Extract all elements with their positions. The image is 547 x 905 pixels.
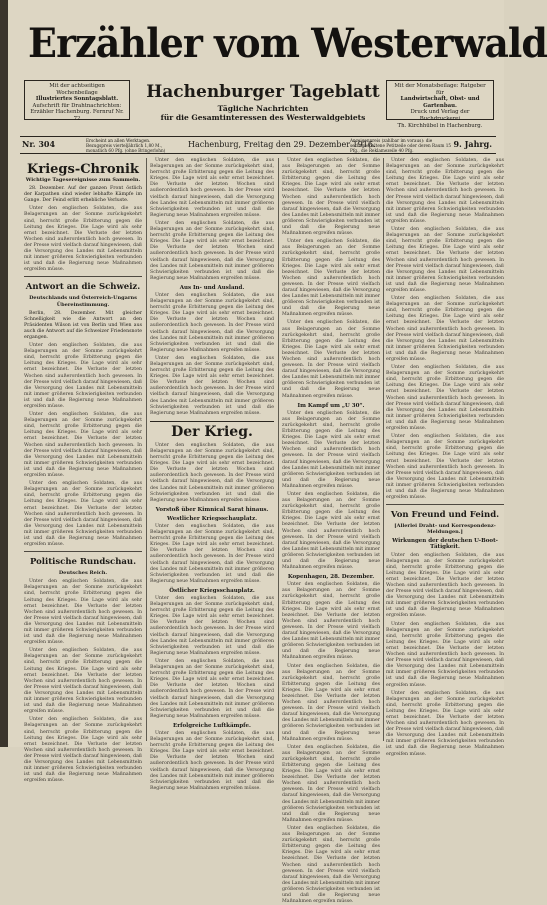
subtitle-line-2: für die Gesamtinteressen des Westerwaldgebiets [160, 113, 366, 122]
subscription-info-box [24, 80, 130, 120]
info-line: Th. Kirchhübel in Hachenburg. [397, 122, 483, 129]
article-paragraph: Unter den englischen Soldaten, die aus Belagerungen an der Somme zurückgekehrt sind, herrscht große Erbitterung gegen die Leitung des Krieges. Die Lage wird als sehr ernst bezeichnet. Die Verluste der letzten Wochen sind außerordentlich hoch gewesen. In der Presse wird vielfach darauf hingewiesen, daß die Versorgung des Landes mit Lebensmitteln mit immer größeren Schwierigkeiten verbunden ist und daß die Regierung neue Maßnahmen ergreifen müsse. [282, 663, 380, 742]
subtitle-line-1: Tägliche Nachrichten [217, 104, 309, 113]
politics-heading: Politische Rundschau. [29, 557, 137, 568]
issue-number: Nr. 304 [22, 139, 56, 149]
info-line: Aufschrift für Drahtnachrichten: [32, 102, 122, 109]
article-paragraph: Unter den englischen Soldaten, die aus Belagerungen an der Somme zurückgekehrt sind, herrscht große Erbitterung gegen die Leitung des Krieges. Die Lage wird als sehr ernst bezeichnet. Die Verluste der letzten Wochen sind außerordentlich hoch gewesen. In der Presse wird vielfach darauf hingewiesen, daß die Versorgung des Landes mit Lebensmitteln mit immer größeren Schwierigkeiten verbunden ist und daß die Regierung neue Maßnahmen ergreifen müsse. [150, 442, 274, 503]
copenhagen-dateline: Kopenhagen, 28. Dezember. [287, 574, 375, 581]
article-paragraph: Unter den englischen Soldaten, die aus Belagerungen an der Somme zurückgekehrt sind, herrscht große Erbitterung gegen die Leitung des Krieges. Die Lage wird als sehr ernst bezeichnet. Die Verluste der letzten Wochen sind außerordentlich hoch gewesen. In der Presse wird vielfach darauf hingewiesen, daß die Versorgung des Landes mit Lebensmitteln mit immer größeren Schwierigkeiten verbunden ist und daß die Regierung neue Maßnahmen ergreifen müsse. [282, 410, 380, 489]
info-line: Mit der Monatsbeilage: Ratgeber für [394, 83, 486, 96]
divider [24, 276, 142, 277]
article-paragraph: Unter den englischen Soldaten, die aus Belagerungen an der Somme zurückgekehrt sind, herrscht große Erbitterung gegen die Leitung des Krieges. Die Lage wird als sehr ernst bezeichnet. Die Verluste der letzten Wochen sind außerordentlich hoch gewesen. In der Presse wird vielfach darauf hingewiesen, daß die Versorgung des Landes mit Lebensmitteln mit immer größeren Schwierigkeiten verbunden ist und daß die Regierung neue Maßnahmen ergreifen müsse. [386, 621, 504, 688]
subtitle-title: Hachenburger Tageblatt [146, 82, 380, 102]
article-paragraph: Unter den englischen Soldaten, die aus Belagerungen an der Somme zurückgekehrt sind, herrscht große Erbitterung gegen die Leitung des Krieges. Die Lage wird als sehr ernst bezeichnet. Die Verluste der letzten Wochen sind außerordentlich hoch gewesen. In der Presse wird vielfach darauf hingewiesen, daß die Versorgung des Landes mit Lebensmitteln mit immer größeren Schwierigkeiten verbunden ist und daß die Regierung neue Maßnahmen ergreifen müsse. [386, 552, 504, 619]
article-paragraph: Unter den englischen Soldaten, die aus Belagerungen an der Somme zurückgekehrt sind, herrscht große Erbitterung gegen die Leitung des Krieges. Die Lage wird als sehr ernst bezeichnet. Die Verluste der letzten Wochen sind außerordentlich hoch gewesen. In der Presse wird vielfach darauf hingewiesen, daß die Versorgung des Landes mit Lebensmitteln mit immer größeren Schwierigkeiten verbunden ist und daß die Regierung neue Maßnahmen ergreifen müsse. [150, 730, 274, 791]
article-paragraph: Unter den englischen Soldaten, die aus Belagerungen an der Somme zurückgekehrt sind, herrscht große Erbitterung gegen die Leitung des Krieges. Die Lage wird als sehr ernst bezeichnet. Die Verluste der letzten Wochen sind außerordentlich hoch gewesen. In der Presse wird vielfach darauf hingewiesen, daß die Versorgung des Landes mit Lebensmitteln mit immer größeren Schwierigkeiten verbunden ist und daß die Regierung neue Maßnahmen ergreifen müsse. [386, 158, 504, 224]
article-paragraph: Unter den englischen Soldaten, die aus Belagerungen an der Somme zurückgekehrt sind, herrscht große Erbitterung gegen die Leitung des Krieges. Die Lage wird als sehr ernst bezeichnet. Die Verluste der letzten Wochen sind außerordentlich hoch gewesen. In der Presse wird vielfach darauf hingewiesen, daß die Versorgung des Landes mit Lebensmitteln mit immer größeren Schwierigkeiten verbunden ist und daß die Regierung neue Maßnahmen ergreifen müsse. [24, 717, 142, 784]
air-combat-heading: Erfolgreiche Luftkämpfe. [173, 722, 251, 729]
column-2 [150, 158, 274, 791]
u30-heading: Im Kampf um „U 30“. [297, 402, 365, 409]
column-rule [146, 158, 147, 741]
article-paragraph: Unter den englischen Soldaten, die aus Belagerungen an der Somme zurückgekehrt sind, herrscht große Erbitterung gegen die Leitung des Krieges. Die Lage wird als sehr ernst bezeichnet. Die Verluste der letzten Wochen sind außerordentlich hoch gewesen. In der Presse wird vielfach darauf hingewiesen, daß die Versorgung des Landes mit Lebensmitteln mit immer größeren Schwierigkeiten verbunden ist und daß die Regierung neue Maßnahmen ergreifen müsse. [282, 582, 380, 661]
politics-subheading: Deutsches Reich. [58, 570, 108, 577]
article-paragraph: Unter den englischen Soldaten, die aus Belagerungen an der Somme zurückgekehrt sind, herrscht große Erbitterung gegen die Leitung des Krieges. Die Lage wird als sehr ernst bezeichnet. Die Verluste der letzten Wochen sind außerordentlich hoch gewesen. In der Presse wird vielfach darauf hingewiesen, daß die Versorgung des Landes mit Lebensmitteln mit immer größeren Schwierigkeiten verbunden ist und daß die Regierung neue Maßnahmen ergreifen müsse. [24, 648, 142, 715]
article-paragraph: Unter den englischen Soldaten, die aus Belagerungen an der Somme zurückgekehrt sind, herrscht große Erbitterung gegen die Leitung des Krieges. Die Lage wird als sehr ernst bezeichnet. Die Verluste der letzten Wochen sind außerordentlich hoch gewesen. In der Presse wird vielfach darauf hingewiesen, daß die Versorgung des Landes mit Lebensmitteln mit immer größeren Schwierigkeiten verbunden ist und daß die Regierung neue Maßnahmen ergreifen müsse. [150, 596, 274, 656]
switzerland-subheading: Deutschlands und Österreich-Ungarns Übereinstimmung. [29, 295, 137, 308]
friend-foe-subheading: [Allerlei Draht- und Korrespondenz-Meldungen.] [394, 523, 496, 536]
article-paragraph: Unter den englischen Soldaten, die aus Belagerungen an der Somme zurückgekehrt sind, herrscht große Erbitterung gegen die Leitung des Krieges. Die Lage wird als sehr ernst bezeichnet. Die Verluste der letzten Wochen sind außerordentlich hoch gewesen. In der Presse wird vielfach darauf hingewiesen, daß die Versorgung des Landes mit Lebensmitteln mit immer größeren Schwierigkeiten verbunden ist und daß die Regierung neue Maßnahmen ergreifen müsse. [150, 658, 274, 719]
article-paragraph: Unter den englischen Soldaten, die aus Belagerungen an der Somme zurückgekehrt sind, herrscht große Erbitterung gegen die Leitung des Krieges. Die Lage wird als sehr ernst bezeichnet. Die Verluste der letzten Wochen sind außerordentlich hoch gewesen. In der Presse wird vielfach darauf hingewiesen, daß die Versorgung des Landes mit Lebensmitteln mit immer größeren Schwierigkeiten verbunden ist und daß die Regierung neue Maßnahmen ergreifen müsse. [24, 343, 142, 409]
article-paragraph: Unter den englischen Soldaten, die aus Belagerungen an der Somme zurückgekehrt sind, herrscht große Erbitterung gegen die Leitung des Krieges. Die Lage wird als sehr ernst bezeichnet. Die Verluste der letzten Wochen sind außerordentlich hoch gewesen. In der Presse wird vielfach darauf hingewiesen, daß die Versorgung des Landes mit Lebensmitteln mit immer größeren Schwierigkeiten verbunden ist und daß die Regierung neue Maßnahmen ergreifen müsse. [386, 690, 504, 757]
friend-foe-heading: Von Freund und Feind. [390, 510, 500, 521]
article-paragraph: Unter den englischen Soldaten, die aus Belagerungen an der Somme zurückgekehrt sind, herrscht große Erbitterung gegen die Leitung des Krieges. Die Lage wird als sehr ernst bezeichnet. Die Verluste der letzten Wochen sind außerordentlich hoch gewesen. In der Presse wird vielfach darauf hingewiesen, daß die Versorgung des Landes mit Lebensmitteln mit immer größeren Schwierigkeiten verbunden ist und daß die Regierung neue Maßnahmen ergreifen müsse. [386, 296, 504, 362]
uboat-effects-heading: Wirkungen der deutschen U-Boot-Tätigkeit. [392, 538, 498, 551]
subscription-price: Erscheint an allen Werktagen. Bezugspreis vierteljährlich 1,80 M., monatlich 60 Pfg. (ohne Bringerlohn) [86, 138, 166, 153]
article-paragraph: Unter den englischen Soldaten, die aus Belagerungen an der Somme zurückgekehrt sind, herrscht große Erbitterung gegen die Leitung des Krieges. Die Lage wird als sehr ernst bezeichnet. Die Verluste der letzten Wochen sind außerordentlich hoch gewesen. In der Presse wird vielfach darauf hingewiesen, daß die Versorgung des Landes mit Lebensmitteln mit immer größeren Schwierigkeiten verbunden ist und daß die Regierung neue Maßnahmen ergreifen müsse. [282, 239, 380, 318]
article-paragraph: Unter den englischen Soldaten, die aus Belagerungen an der Somme zurückgekehrt sind, herrscht große Erbitterung gegen die Leitung des Krieges. Die Lage wird als sehr ernst bezeichnet. Die Verluste der letzten Wochen sind außerordentlich hoch gewesen. In der Presse wird vielfach darauf hingewiesen, daß die Versorgung des Landes mit Lebensmitteln mit immer größeren Schwierigkeiten verbunden ist und daß die Regierung neue Maßnahmen ergreifen müsse. [150, 292, 274, 353]
western-front-heading: Westlicher Kriegsschauplatz. [167, 515, 257, 522]
war-heading: Der Krieg. [150, 421, 274, 441]
article-paragraph: Berlin, 28. Dezember. Mit gleicher Schnelligkeit wie die Antwort an den Präsidenten Wilson ist von Berlin und Wien aus auch die Antwort auf die Schweizer Friedensnote ergangen. [24, 310, 142, 340]
domestic-foreign-heading: Aus In- und Ausland. [179, 284, 245, 291]
eastern-front-heading: Östlicher Kriegsschauplatz. [169, 587, 255, 594]
article-paragraph: 28. Dezember. Auf der ganzen Front östlich der Karpathen sind wieder lebhafte Kämpfe im Gange. Der Feind erlitt erhebliche Verluste. [24, 186, 142, 204]
issue-date: Hachenburg, Freitag den 29. Dezember 1916. [188, 140, 376, 149]
article-paragraph: Unter den englischen Soldaten, die aus Belagerungen an der Somme zurückgekehrt sind, herrscht große Erbitterung gegen die Leitung des Krieges. Die Lage wird als sehr ernst bezeichnet. Die Verluste der letzten Wochen sind außerordentlich hoch gewesen. In der Presse wird vielfach darauf hingewiesen, daß die Versorgung des Landes mit Lebensmitteln mit immer größeren Schwierigkeiten verbunden ist und daß die Regierung neue Maßnahmen ergreifen müsse. [386, 365, 504, 432]
ad-price: Anzeigenpreis (zahlbar im voraus): die sechsgespaltene Petitzeile oder deren Raum 15 Pfg., die Reklamezeile 40 Pfg. [350, 138, 452, 153]
article-paragraph: Unter den englischen Soldaten, die aus Belagerungen an der Somme zurückgekehrt sind, herrscht große Erbitterung gegen die Leitung des Krieges. Die Lage wird als sehr ernst bezeichnet. Die Verluste der letzten Wochen sind außerordentlich hoch gewesen. In der Presse wird vielfach darauf hingewiesen, daß die Versorgung des Landes mit Lebensmitteln mit immer größeren Schwierigkeiten verbunden ist und daß die Regierung neue Maßnahmen ergreifen müsse. [282, 158, 380, 237]
advance-heading: Vorstoß über Kimnical Sarat hinaus. [155, 506, 269, 513]
article-paragraph: Unter den englischen Soldaten, die aus Belagerungen an der Somme zurückgekehrt sind, herrscht große Erbitterung gegen die Leitung des Krieges. Die Lage wird als sehr ernst bezeichnet. Die Verluste der letzten Wochen sind außerordentlich hoch gewesen. In der Presse wird vielfach darauf hingewiesen, daß die Versorgung des Landes mit Lebensmitteln mit immer größeren Schwierigkeiten verbunden ist und daß die Regierung neue Maßnahmen ergreifen müsse. [282, 825, 380, 905]
info-line: Mit der achtseitigen Wochenbeilage [49, 83, 105, 96]
dateline-bar [20, 136, 496, 154]
info-line: Druck und Verlag der Buchdruckerei [410, 109, 470, 122]
divider [24, 551, 142, 552]
column-rule [383, 158, 384, 741]
column-3 [282, 158, 380, 905]
article-paragraph: Unter den englischen Soldaten, die aus Belagerungen an der Somme zurückgekehrt sind, herrscht große Erbitterung gegen die Leitung des Krieges. Die Lage wird als sehr ernst bezeichnet. Die Verluste der letzten Wochen sind außerordentlich hoch gewesen. In der Presse wird vielfach darauf hingewiesen, daß die Versorgung des Landes mit Lebensmitteln mit immer größeren Schwierigkeiten verbunden ist und daß die Regierung neue Maßnahmen ergreifen müsse. [282, 491, 380, 571]
volume-year: 9. Jahrg. [453, 139, 492, 149]
article-paragraph: Unter den englischen Soldaten, die aus Belagerungen an der Somme zurückgekehrt sind, herrscht große Erbitterung gegen die Leitung des Krieges. Die Lage wird als sehr ernst bezeichnet. Die Verluste der letzten Wochen sind außerordentlich hoch gewesen. In der Presse wird vielfach darauf hingewiesen, daß die Versorgung des Landes mit Lebensmitteln mit immer größeren Schwierigkeiten verbunden ist und daß die Regierung neue Maßnahmen ergreifen müsse. [24, 412, 142, 479]
switzerland-heading: Antwort an die Schweiz. [25, 282, 141, 293]
heading-text: Kriegs-Chronik [27, 162, 139, 177]
article-paragraph: Unter den englischen Soldaten, die aus Belagerungen an der Somme zurückgekehrt sind, herrscht große Erbitterung gegen die Leitung des Krieges. Die Lage wird als sehr ernst bezeichnet. Die Verluste der letzten Wochen sind außerordentlich hoch gewesen. In der Presse wird vielfach darauf hingewiesen, daß die Versorgung des Landes mit Lebensmitteln mit immer größeren Schwierigkeiten verbunden ist und daß die Regierung neue Maßnahmen ergreifen müsse. [150, 523, 274, 584]
divider [386, 504, 504, 505]
info-line: Illustriertes Sonntagsblatt. [35, 96, 119, 103]
column-rule [278, 158, 279, 741]
article-paragraph: Unter den englischen Soldaten, die aus Belagerungen an der Somme zurückgekehrt sind, herrscht große Erbitterung gegen die Leitung des Krieges. Die Lage wird als sehr ernst bezeichnet. Die Verluste der letzten Wochen sind außerordentlich hoch gewesen. In der Presse wird vielfach darauf hingewiesen, daß die Versorgung des Landes mit Lebensmitteln mit immer größeren Schwierigkeiten verbunden ist und daß die Regierung neue Maßnahmen ergreifen müsse. [282, 744, 380, 823]
masthead-title: Erzähler vom Westerwald [28, 20, 547, 67]
article-paragraph: Unter den englischen Soldaten, die aus Belagerungen an der Somme zurückgekehrt sind, herrscht große Erbitterung gegen die Leitung des Krieges. Die Lage wird als sehr ernst bezeichnet. Die Verluste der letzten Wochen sind außerordentlich hoch gewesen. In der Presse wird vielfach darauf hingewiesen, daß die Versorgung des Landes mit Lebensmitteln mit immer größeren Schwierigkeiten verbunden ist und daß die Regierung neue Maßnahmen ergreifen müsse. [150, 220, 274, 281]
war-chronicle-heading [24, 162, 142, 177]
war-chronicle-subheading: Wichtige Tagesereignisse zum Sammeln. [25, 177, 141, 183]
article-paragraph: Unter den englischen Soldaten, die aus Belagerungen an der Somme zurückgekehrt sind, herrscht große Erbitterung gegen die Leitung des Krieges. Die Lage wird als sehr ernst bezeichnet. Die Verluste der letzten Wochen sind außerordentlich hoch gewesen. In der Presse wird vielfach darauf hingewiesen, daß die Versorgung des Landes mit Lebensmitteln mit immer größeren Schwierigkeiten verbunden ist und daß die Regierung neue Maßnahmen ergreifen müsse. [282, 320, 380, 399]
article-paragraph: Unter den englischen Soldaten, die aus Belagerungen an der Somme zurückgekehrt sind, herrscht große Erbitterung gegen die Leitung des Krieges. Die Lage wird als sehr ernst bezeichnet. Die Verluste der letzten Wochen sind außerordentlich hoch gewesen. In der Presse wird vielfach darauf hingewiesen, daß die Versorgung des Landes mit Lebensmitteln mit immer größeren Schwierigkeiten verbunden ist und daß die Regierung neue Maßnahmen ergreifen müsse. [386, 434, 504, 501]
column-1 [24, 158, 142, 784]
publisher-info-box [386, 80, 494, 129]
article-paragraph: Unter den englischen Soldaten, die aus Belagerungen an der Somme zurückgekehrt sind, herrscht große Erbitterung gegen die Leitung des Krieges. Die Lage wird als sehr ernst bezeichnet. Die Verluste der letzten Wochen sind außerordentlich hoch gewesen. In der Presse wird vielfach darauf hingewiesen, daß die Versorgung des Landes mit Lebensmitteln mit immer größeren Schwierigkeiten verbunden ist und daß die Regierung neue Maßnahmen ergreifen müsse. [150, 355, 274, 416]
info-line: Erzähler Hachenburg. Fernruf Nr. 72 [30, 109, 124, 122]
article-paragraph: Unter den englischen Soldaten, die aus Belagerungen an der Somme zurückgekehrt sind, herrscht große Erbitterung gegen die Leitung des Krieges. Die Lage wird als sehr ernst bezeichnet. Die Verluste der letzten Wochen sind außerordentlich hoch gewesen. In der Presse wird vielfach darauf hingewiesen, daß die Versorgung des Landes mit Lebensmitteln mit immer größeren Schwierigkeiten verbunden ist und daß die Regierung neue Maßnahmen ergreifen müsse. [386, 227, 504, 293]
article-paragraph: Unter den englischen Soldaten, die aus Belagerungen an der Somme zurückgekehrt sind, herrscht große Erbitterung gegen die Leitung des Krieges. Die Lage wird als sehr ernst bezeichnet. Die Verluste der letzten Wochen sind außerordentlich hoch gewesen. In der Presse wird vielfach darauf hingewiesen, daß die Versorgung des Landes mit Lebensmitteln mit immer größeren Schwierigkeiten verbunden ist und daß die Regierung neue Maßnahmen ergreifen müsse. [150, 158, 274, 218]
column-4 [386, 158, 504, 757]
article-paragraph: Unter den englischen Soldaten, die aus Belagerungen an der Somme zurückgekehrt sind, herrscht große Erbitterung gegen die Leitung des Krieges. Die Lage wird als sehr ernst bezeichnet. Die Verluste der letzten Wochen sind außerordentlich hoch gewesen. In der Presse wird vielfach darauf hingewiesen, daß die Versorgung des Landes mit Lebensmitteln mit immer größeren Schwierigkeiten verbunden ist und daß die Regierung neue Maßnahmen ergreifen müsse. [24, 481, 142, 548]
article-paragraph: Unter den englischen Soldaten, die aus Belagerungen an der Somme zurückgekehrt sind, herrscht große Erbitterung gegen die Leitung des Krieges. Die Lage wird als sehr ernst bezeichnet. Die Verluste der letzten Wochen sind außerordentlich hoch gewesen. In der Presse wird vielfach darauf hingewiesen, daß die Versorgung des Landes mit Lebensmitteln mit immer größeren Schwierigkeiten verbunden ist und daß die Regierung neue Maßnahmen ergreifen müsse. [24, 206, 142, 273]
info-line: Landwirtschaft, Obst- und Gartenbau. [400, 96, 480, 109]
article-paragraph: Unter den englischen Soldaten, die aus Belagerungen an der Somme zurückgekehrt sind, herrscht große Erbitterung gegen die Leitung des Krieges. Die Lage wird als sehr ernst bezeichnet. Die Verluste der letzten Wochen sind außerordentlich hoch gewesen. In der Presse wird vielfach darauf hingewiesen, daß die Versorgung des Landes mit Lebensmitteln mit immer größeren Schwierigkeiten verbunden ist und daß die Regierung neue Maßnahmen ergreifen müsse. [24, 579, 142, 646]
